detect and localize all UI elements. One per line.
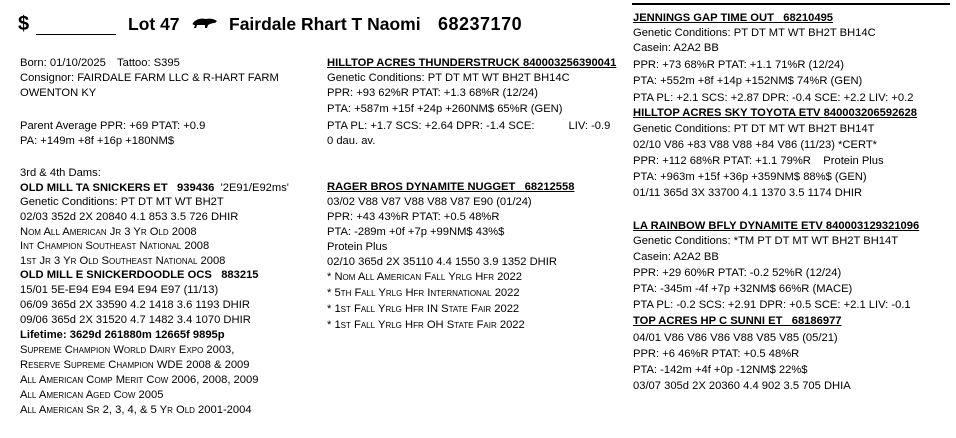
pedigree-dam-casein: Casein: A2A2 BB (633, 251, 719, 263)
cow-silhouette-icon (192, 17, 218, 29)
pedigree-dam-ppr: PPR: +29 60%R PTAT: -0.2 52%R (12/24) (633, 267, 842, 279)
pedigree-sire-reg: 840003206592628 (823, 107, 917, 119)
fourth-dam-lifetime: Lifetime: 3629d 261880m 12665f 9895p (20, 329, 225, 341)
dam-award: * 1st Fall Yrlg Hfr OH State Fair 2022 (327, 319, 525, 331)
dam-scores: 03/02 V88 V87 V88 V88 V87 E90 (01/24) (327, 196, 532, 208)
fourth-dam-name: OLD MILL E SNICKERDOODLE OCS (20, 269, 212, 281)
pedigree-dam-genetic: Genetic Conditions: *TM PT DT MT WT BH2T BH14T (633, 235, 899, 247)
parent-average: Parent Average PPR: +69 PTAT: +0.9 (20, 120, 206, 132)
mgs-pta-pl: PTA PL: +2.1 SCS: +2.87 DPR: -0.4 SCE: +2.2 LIV: +0.2 (633, 92, 914, 104)
fourth-dam-heading (20, 268, 259, 282)
mgs-heading (633, 11, 833, 25)
pedigree-sire-heading (633, 106, 917, 120)
fourth-dam-record: 06/09 365d 2X 33590 4.2 1418 3.6 1193 DHIR (20, 299, 250, 311)
price-blank-line (36, 34, 116, 35)
dam-name: RAGER BROS DYNAMITE NUGGET (327, 181, 516, 193)
fourth-dam-award: All American Comp Merit Cow 2006, 2008, 2009 (20, 374, 259, 386)
granddam-record: 03/07 305d 2X 20360 4.4 902 3.5 705 DHIA (633, 380, 851, 392)
dam-award: * 1st Fall Yrlg Hfr IN State Fair 2022 (327, 303, 520, 315)
mgs-ppr: PPR: +73 68%R PTAT: +1.1 71%R (12/24) (633, 59, 845, 71)
pedigree-sire-protein-plus: Protein Plus (823, 155, 884, 167)
granddam-pta: PTA: -142m +4f +0p -12NM$ 22%$ (633, 364, 808, 376)
pedigree-dam-pta: PTA: -345m -4f +7p +32NM$ 66%R (MACE) (633, 283, 853, 295)
dam-protein-plus: Protein Plus (327, 241, 388, 253)
tattoo: Tattoo: S395 (117, 57, 180, 69)
pedigree-sire-scores: 02/10 V86 +83 V88 V88 +84 V86 (11/23) *CERT* (633, 139, 878, 151)
pedigree-dam-pta-pl: PTA PL: -0.2 SCS: +2.91 DPR: +0.5 SCE: +2.1 LIV: -0.1 (633, 299, 911, 311)
pedigree-dam-heading (633, 219, 919, 233)
born-date: Born: 01/10/2025 (20, 57, 106, 69)
price-dollar-sign: $ (18, 13, 30, 35)
granddam-reg: 68186977 (791, 315, 842, 327)
granddam-name: TOP ACRES HP C SUNNI ET (633, 315, 783, 327)
consignor-location: OWENTON KY (20, 87, 97, 99)
third-dam-score: '2E91/E92ms' (220, 182, 289, 194)
pedigree-sire-pta: PTA: +963m +15f +36p +359NM$ 88%$ (GEN) (633, 171, 867, 183)
mgs-reg: 68210495 (783, 12, 834, 24)
header-rule (632, 3, 950, 5)
lot-number: Lot 47 (128, 14, 180, 34)
fourth-dam-award: Supreme Champion World Dairy Expo 2003, (20, 344, 235, 356)
parent-average-pta: PA: +149m +8f +16p +180NM$ (20, 135, 175, 147)
mgs-genetic: Genetic Conditions: PT DT MT WT BH2T BH14C (633, 27, 876, 39)
third-dam-reg: 939436 (177, 182, 215, 194)
dam-heading (327, 180, 574, 194)
third-dam-award: 1st Jr 3 Yr Old Southeast National 2008 (20, 255, 226, 267)
fourth-dam-award: Reserve Supreme Champion WDE 2008 & 2009 (20, 359, 250, 371)
mgs-pta: PTA: +552m +8f +14p +152NM$ 74%R (GEN) (633, 75, 863, 87)
dam-reg: 68212558 (524, 181, 575, 193)
dam-award: * 5th Fall Yrlg Hfr International 2022 (327, 287, 520, 299)
sire-daughters: 0 dau. av. (327, 135, 376, 147)
dam-award: * Nom All American Fall Yrlg Hfr 2022 (327, 271, 522, 283)
sire-heading (327, 56, 616, 70)
fourth-dam-scores: 15/01 5E-E94 E94 E94 E94 E97 (11/13) (20, 284, 219, 296)
third-dam-award: Nom All American Jr 3 Yr Old 2008 (20, 226, 197, 238)
dam-pta: PTA: -289m +0f +7p +99NM$ 43%$ (327, 226, 505, 238)
fourth-dam-award: All American Aged Cow 2005 (20, 389, 164, 401)
pedigree-sire-ppr-line (633, 154, 884, 168)
third-dam-record: 02/03 352d 2X 20840 4.1 853 3.5 726 DHIR (20, 211, 239, 223)
third-dam-heading (20, 181, 289, 195)
pedigree-sire-name: HILLTOP ACRES SKY TOYOTA ETV (633, 107, 821, 119)
fourth-dam-record: 09/06 365d 2X 31520 4.7 1482 3.4 1070 DHIR (20, 314, 251, 326)
sire-genetic: Genetic Conditions: PT DT MT WT BH2T BH14C (327, 72, 570, 84)
granddam-scores: 04/01 V86 V86 V86 V88 V85 V85 (05/21) (633, 332, 838, 344)
sire-name: HILLTOP ACRES THUNDERSTRUCK (327, 57, 520, 69)
sire-pta: PTA: +587m +15f +24p +260NM$ 65%R (GEN) (327, 103, 563, 115)
dam-ppr: PPR: +43 43%R PTAT: +0.5 48%R (327, 211, 500, 223)
mgs-casein: Casein: A2A2 BB (633, 42, 719, 54)
pedigree-dam-reg: 840003129321096 (825, 220, 920, 232)
registration-number: 68237170 (438, 14, 523, 34)
third-dam-genetic: Genetic Conditions: PT DT MT WT BH2T (20, 196, 224, 208)
third-dam-award: Int Champion Southeast National 2008 (20, 240, 210, 252)
sire-pta-pl-values: PTA PL: +1.7 SCS: +2.64 DPR: -1.4 SCE: (327, 120, 535, 132)
fourth-dam-award: All American Sr 2, 3, 4, & 5 Yr Old 2001-2004 (20, 404, 252, 416)
animal-name: Fairdale Rhart T Naomi (229, 14, 421, 34)
sire-reg: 840003256390041 (523, 57, 617, 69)
sire-liv: LIV: -0.9 (568, 120, 611, 132)
fourth-dam-reg: 883215 (221, 269, 259, 281)
pedigree-dam-name: LA RAINBOW BFLY DYNAMITE ETV (633, 220, 823, 232)
dam-record: 02/10 365d 2X 35110 4.4 1550 3.9 1352 DHIR (327, 256, 557, 268)
mgs-name: JENNINGS GAP TIME OUT (633, 12, 774, 24)
dams-heading: 3rd & 4th Dams: (20, 167, 101, 179)
consignor: Consignor: FAIRDALE FARM LLC & R-HART FARM (20, 72, 279, 84)
pedigree-sire-ppr: PPR: +112 68%R PTAT: +1.1 79%R (633, 155, 811, 167)
sire-ppr: PPR: +93 62%R PTAT: +1.3 68%R (12/24) (327, 87, 539, 99)
granddam-heading (633, 314, 842, 328)
sire-pta-pl (327, 119, 610, 133)
granddam-ppr: PPR: +6 46%R PTAT: +0.5 48%R (633, 348, 800, 360)
pedigree-sire-record: 01/11 365d 3X 33700 4.1 1370 3.5 1174 DHIR (633, 187, 863, 199)
pedigree-sire-genetic: Genetic Conditions: PT DT MT WT BH2T BH14T (633, 123, 875, 135)
third-dam-name: OLD MILL TA SNICKERS ET (20, 182, 168, 194)
